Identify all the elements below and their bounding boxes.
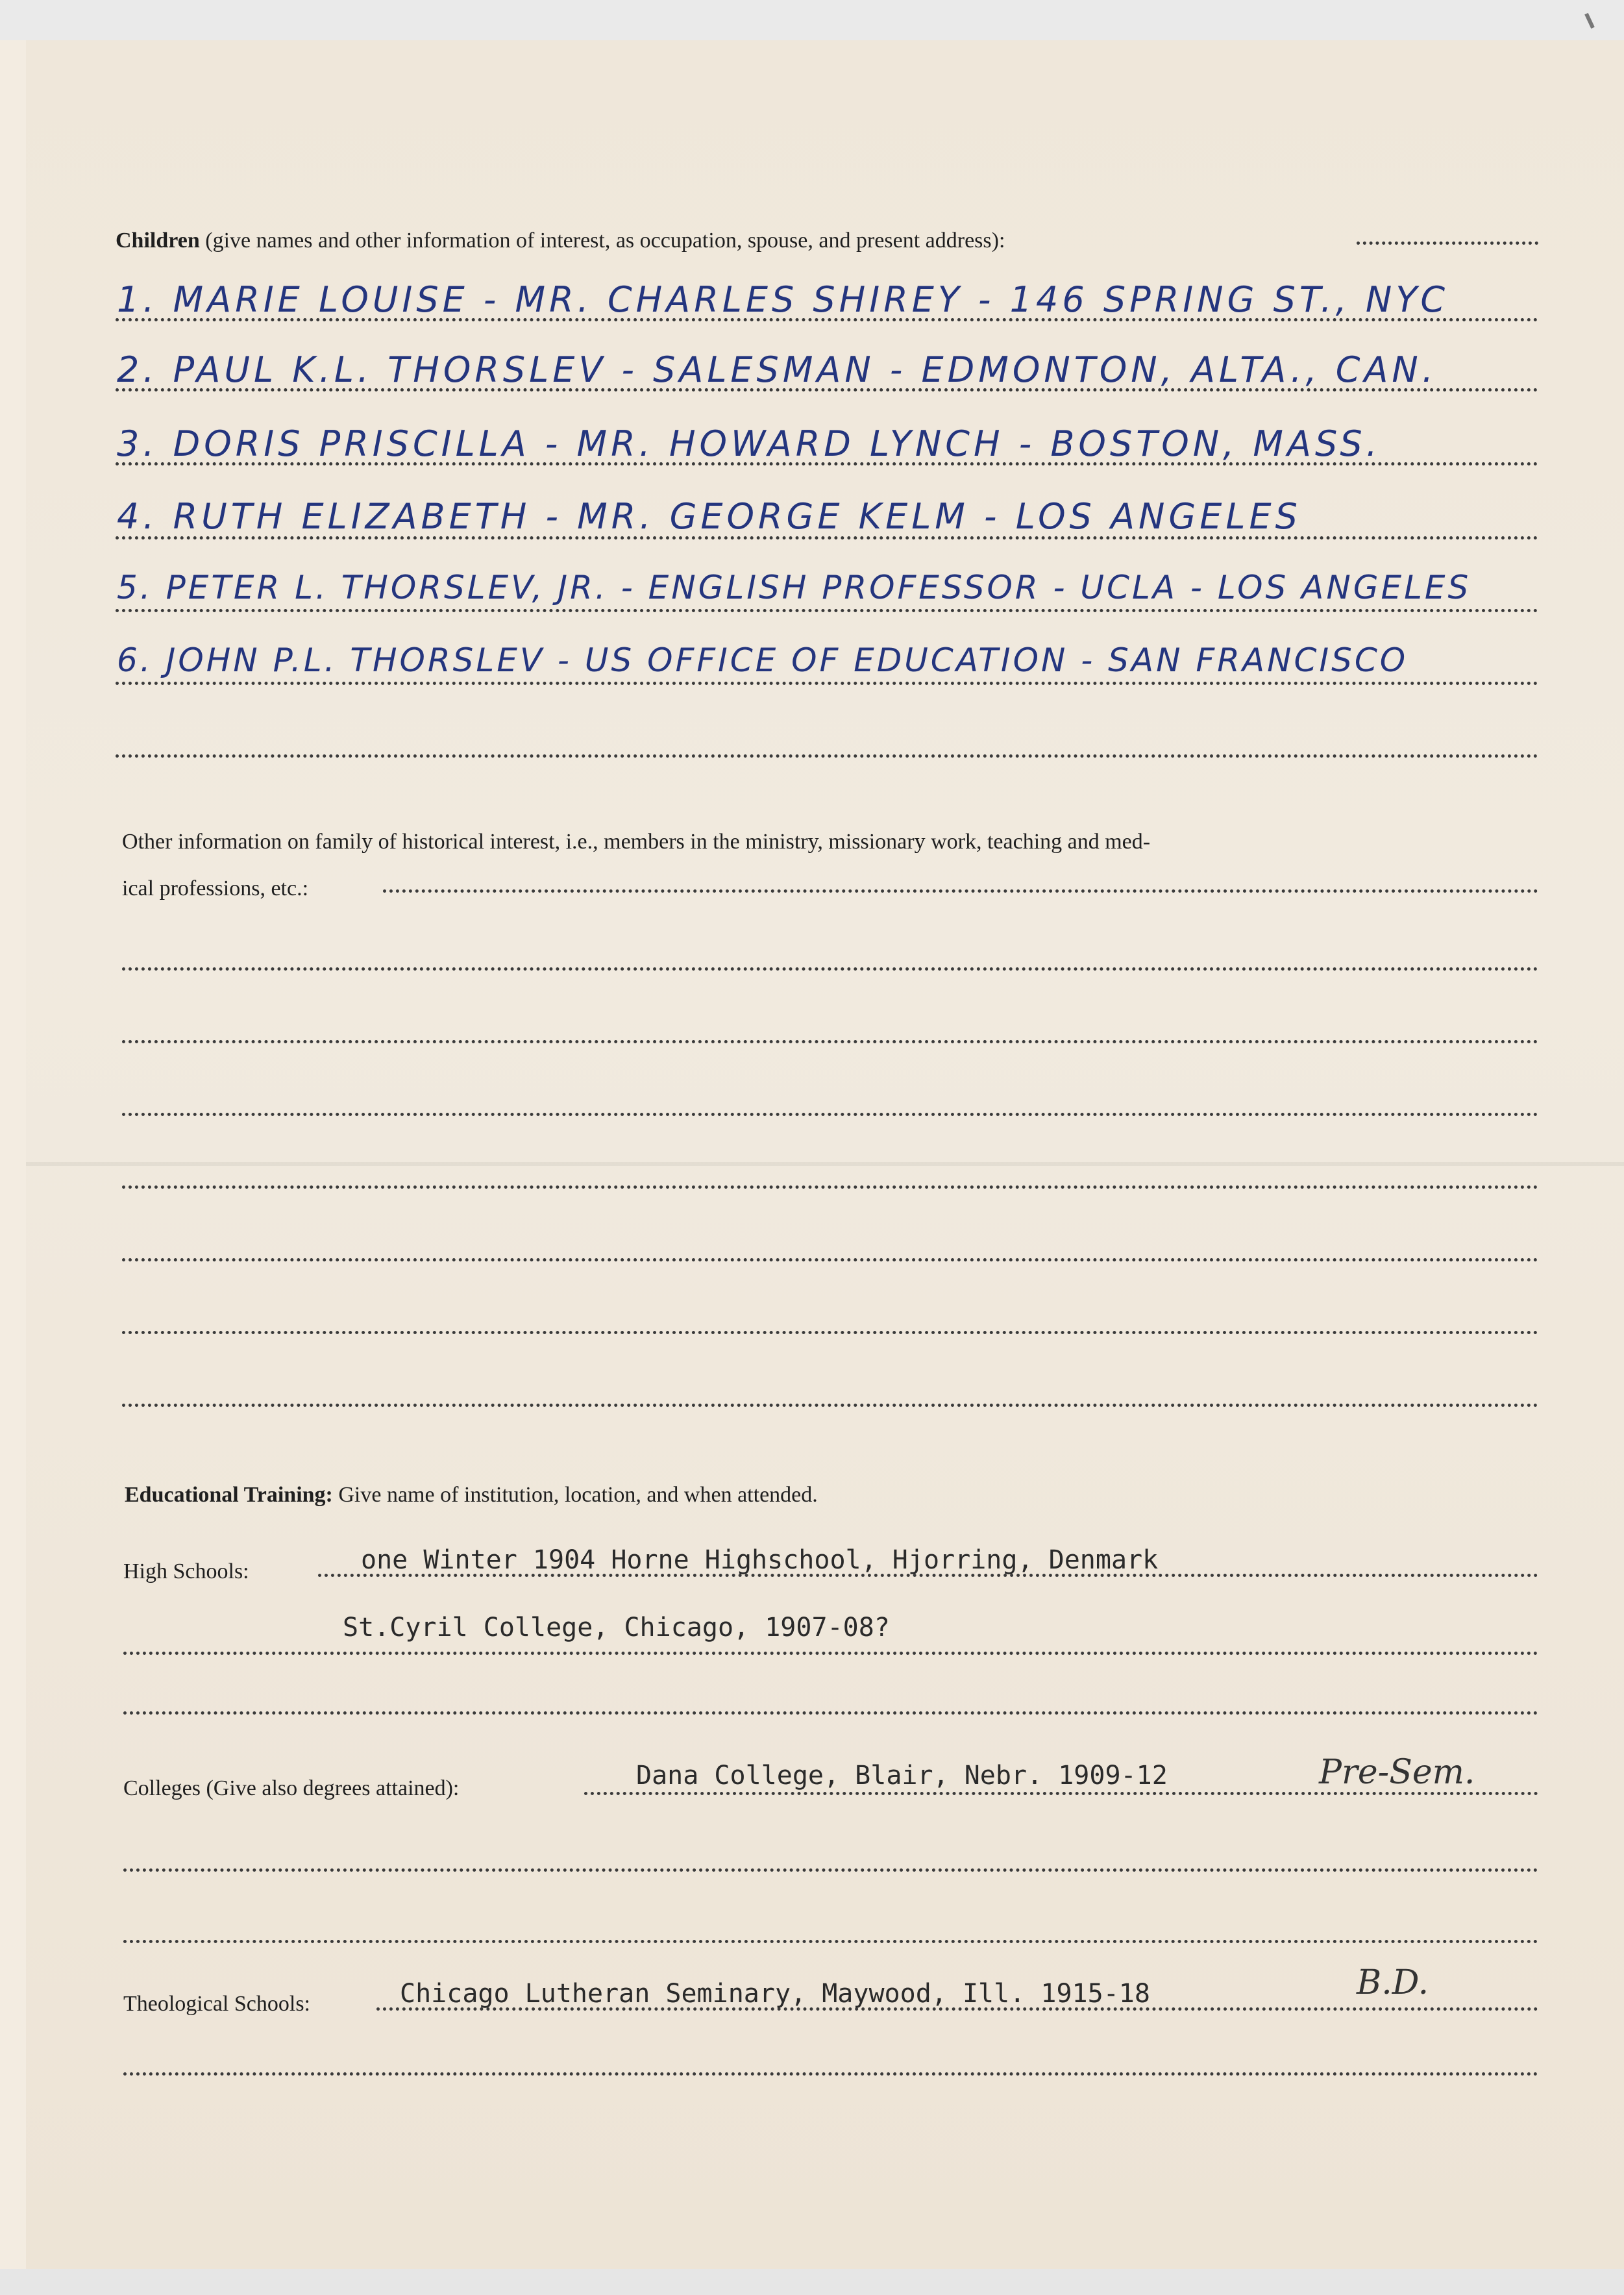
child-entry-6: 6. JOHN P.L. THORSLEV - US OFFICE OF EDUCATION - SAN FRANCISCO <box>117 641 1409 679</box>
other-info-label-line2: ical professions, etc.: <box>122 876 309 900</box>
education-heading-rest: Give name of institution, location, and when attended. <box>332 1483 818 1507</box>
colleges-line-3 <box>123 1940 1538 1943</box>
other-info-line-7 <box>122 1404 1538 1407</box>
other-info-line-4 <box>122 1185 1538 1189</box>
other-info-line-6 <box>122 1331 1538 1334</box>
other-info-line-3 <box>122 1113 1538 1116</box>
scan-bottom-margin <box>0 2269 1624 2295</box>
colleges-line-2 <box>123 1868 1538 1872</box>
other-info-line-2 <box>122 1040 1538 1043</box>
children-label <box>116 229 1005 253</box>
children-line-5 <box>116 609 1538 612</box>
children-line-6 <box>116 682 1538 685</box>
colleges-value: Dana College, Blair, Nebr. 1909-12 <box>636 1761 1168 1791</box>
child-entry-2: 2. PAUL K.L. THORSLEV - SALESMAN - EDMONTON, ALTA., CAN. <box>117 349 1437 390</box>
scan-top-margin <box>0 0 1624 40</box>
theological-note: B.D. <box>1357 1963 1429 2002</box>
children-line-7 <box>116 754 1538 758</box>
child-entry-3: 3. DORIS PRISCILLA - MR. HOWARD LYNCH - BOSTON, MASS. <box>117 423 1381 464</box>
children-label-rest: (give names and other information of interest, as occupation, spouse, and present address): <box>199 229 1005 253</box>
colleges-line-1 <box>584 1792 1538 1795</box>
other-info-label-dots <box>383 889 1538 893</box>
other-info-label-line1: Other information on family of historical interest, i.e., members in the ministry, missionary work, teaching and med- <box>122 830 1151 854</box>
other-info-line-5 <box>122 1258 1538 1261</box>
colleges-note: Pre-Sem. <box>1319 1753 1475 1792</box>
high-schools-label: High Schools: <box>123 1559 249 1583</box>
other-info-line-1 <box>122 967 1538 971</box>
high-schools-value-1: one Winter 1904 Horne Highschool, Hjorring, Denmark <box>361 1545 1159 1575</box>
theological-label: Theological Schools: <box>123 1992 311 2016</box>
education-heading-bold: Educational Training: <box>125 1483 333 1507</box>
child-entry-4: 4. RUTH ELIZABETH - MR. GEORGE KELM - LOS ANGELES <box>117 496 1301 537</box>
education-heading <box>125 1483 818 1507</box>
high-schools-line-3 <box>123 1711 1538 1715</box>
page-fold-crease <box>26 1162 1624 1166</box>
children-label-dots <box>1357 242 1538 245</box>
children-label-bold: Children <box>116 229 200 253</box>
child-entry-5: 5. PETER L. THORSLEV, JR. - ENGLISH PROFESSOR - UCLA - LOS ANGELES <box>117 569 1471 606</box>
colleges-label: Colleges (Give also degrees attained): <box>123 1776 460 1800</box>
high-schools-line-2 <box>123 1652 1538 1655</box>
theological-line-2 <box>123 2072 1538 2076</box>
child-entry-1: 1. MARIE LOUISE - MR. CHARLES SHIREY - 146 SPRING ST., NYC <box>117 279 1449 320</box>
theological-value: Chicago Lutheran Seminary, Maywood, Ill. 1915-18 <box>400 1979 1150 2009</box>
high-schools-value-2: St.Cyril College, Chicago, 1907-08? <box>343 1613 890 1643</box>
